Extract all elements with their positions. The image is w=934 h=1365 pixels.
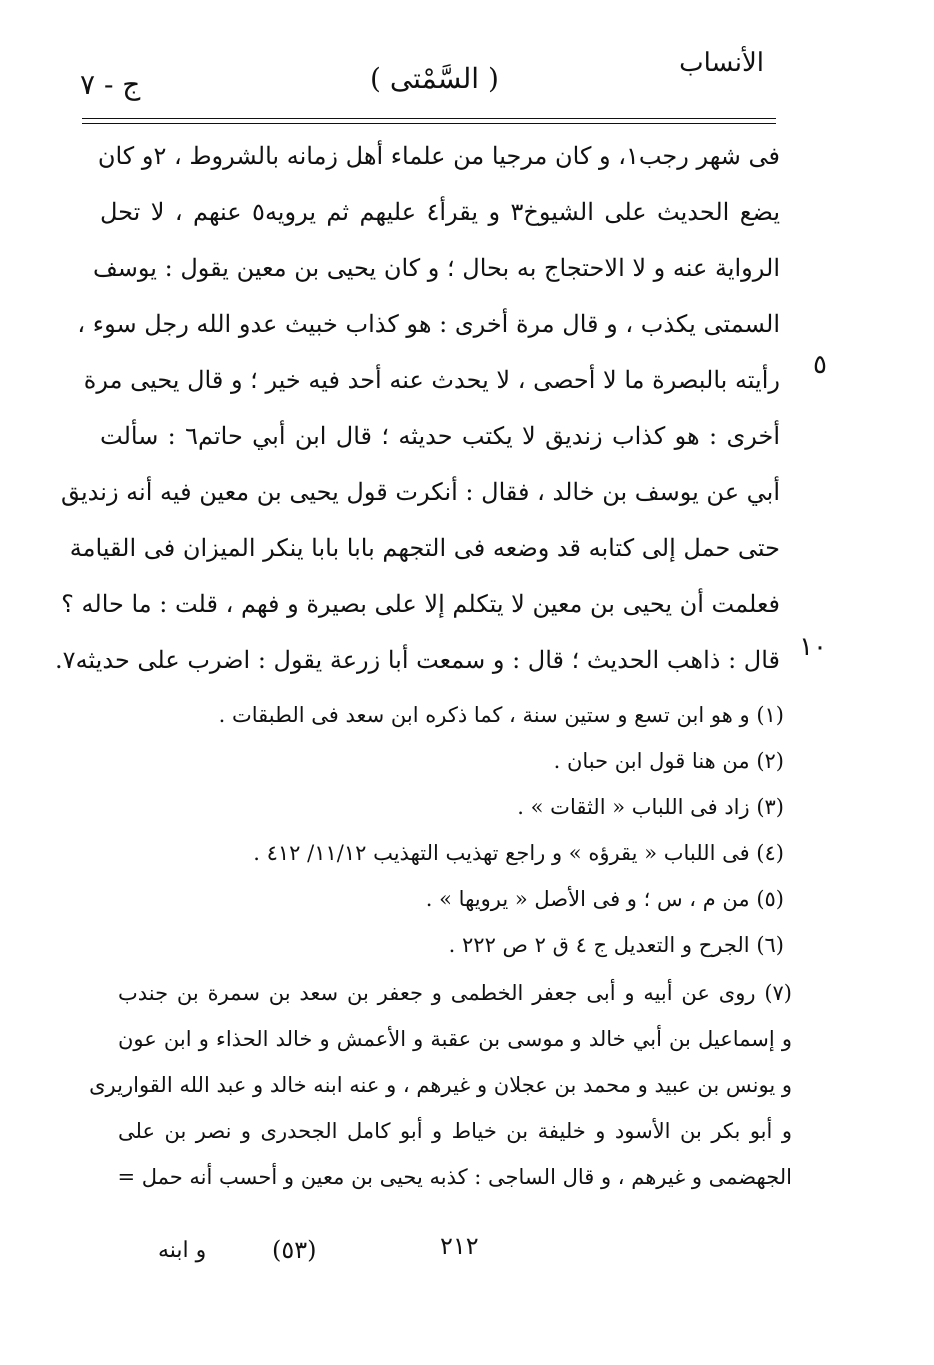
footnote-2: (٢) من هنا قول ابن حبان . <box>553 749 784 773</box>
running-title: ( السَّمْتى ) <box>370 62 499 95</box>
header-rule-top <box>82 118 776 119</box>
footnote-6: (٦) الجرح و التعديل ج ٤ ق ٢ ص ٢٢٢ . <box>448 933 784 957</box>
footnote-7-line: و يونس بن عبيد و محمد بن عجلان و غيرهم ، و عنه ابنه خالد و عبد الله القواريرى <box>89 1073 792 1097</box>
main-line: السمتى يكذب ، و قال مرة أخرى : هو كذاب خبيث عدو الله رجل سوء ، <box>77 310 780 338</box>
footnote-7 <box>89 970 792 1200</box>
line-number-5: ٥ <box>813 350 827 380</box>
catchword: و ابنه <box>158 1238 207 1263</box>
footnote-4: (٤) فى اللباب « يقرؤه » و راجع تهذيب التهذيب ١١/١٢/ ٤١٢ . <box>253 841 784 865</box>
footnotes <box>164 692 784 968</box>
main-line: أبي عن يوسف بن خالد ، فقال : أنكرت قول يحيى بن معين فيه أنه زنديق <box>60 478 780 506</box>
main-line: رأيته بالبصرة ما لا أحصى ، لا يحدث عنه أحد فيه خير ؛ و قال يحيى مرة <box>83 366 780 394</box>
line-number-10: ١٠ <box>799 632 827 662</box>
footnote-7-line: و أبو بكر بن الأسود و خليفة بن خياط و أبو كامل الجحدرى و نصر بن على <box>118 1119 792 1143</box>
signature-mark: (٥٣) <box>272 1236 317 1264</box>
book-title: الأنساب <box>679 48 764 78</box>
main-line: أخرى : هو كذاب زنديق لا يكتب حديثه ؛ قال ابن أبي حاتم٦ : سألت <box>100 422 780 450</box>
header-rule-bottom <box>82 123 776 124</box>
main-line: فى شهر رجب١، و كان مرجيا من علماء أهل زمانه بالشروط ، ٢و كان <box>97 142 780 170</box>
main-line: قال : ذاهب الحديث ؛ قال : و سمعت أبا زرعة يقول : اضرب على حديثه٧. <box>55 646 780 674</box>
footnote-5: (٥) من م ، س ؛ و فى الأصل « يرويها » . <box>425 887 784 911</box>
main-line: حتى حمل إلى كتابه قد وضعه فى التجهم بابا بابا ينكر الميزان فى القيامة <box>69 534 780 562</box>
page-number: ٢١٢ <box>440 1232 479 1260</box>
footnote-7-line: (٧) روى عن أبيه و أبى جعفر الخطمى و جعفر بن سعد بن سمرة بن جندب <box>118 981 792 1005</box>
main-text <box>55 128 780 688</box>
footnote-3: (٣) زاد فى اللباب « الثقات » . <box>517 795 784 819</box>
main-line: فعلمت أن يحيى بن معين لا يتكلم إلا على بصيرة و فهم ، قلت : ما حاله ؟ <box>61 590 780 618</box>
footnote-7-line: الجهضمى و غيرهم ، و قال الساجى : كذبه يحيى بن معين و أحسب أنه حمل = <box>117 1165 792 1189</box>
footnote-1: (١) و هو ابن تسع و ستين سنة ، كما ذكره ابن سعد فى الطبقات . <box>218 703 784 727</box>
volume-indicator: ج - ٧ <box>80 68 141 101</box>
main-line: الرواية عنه و لا الاحتجاج به بحال ؛ و كان يحيى بن معين يقول : يوسف <box>92 254 780 282</box>
footnote-7-line: و إسماعيل بن أبي خالد و موسى بن عقبة و الأعمش و خالد الحذاء و ابن عون <box>118 1027 792 1051</box>
main-line: يضع الحديث على الشيوخ٣ و يقرأ٤ عليهم ثم يرويه٥ عنهم ، لا تحل <box>100 198 780 226</box>
